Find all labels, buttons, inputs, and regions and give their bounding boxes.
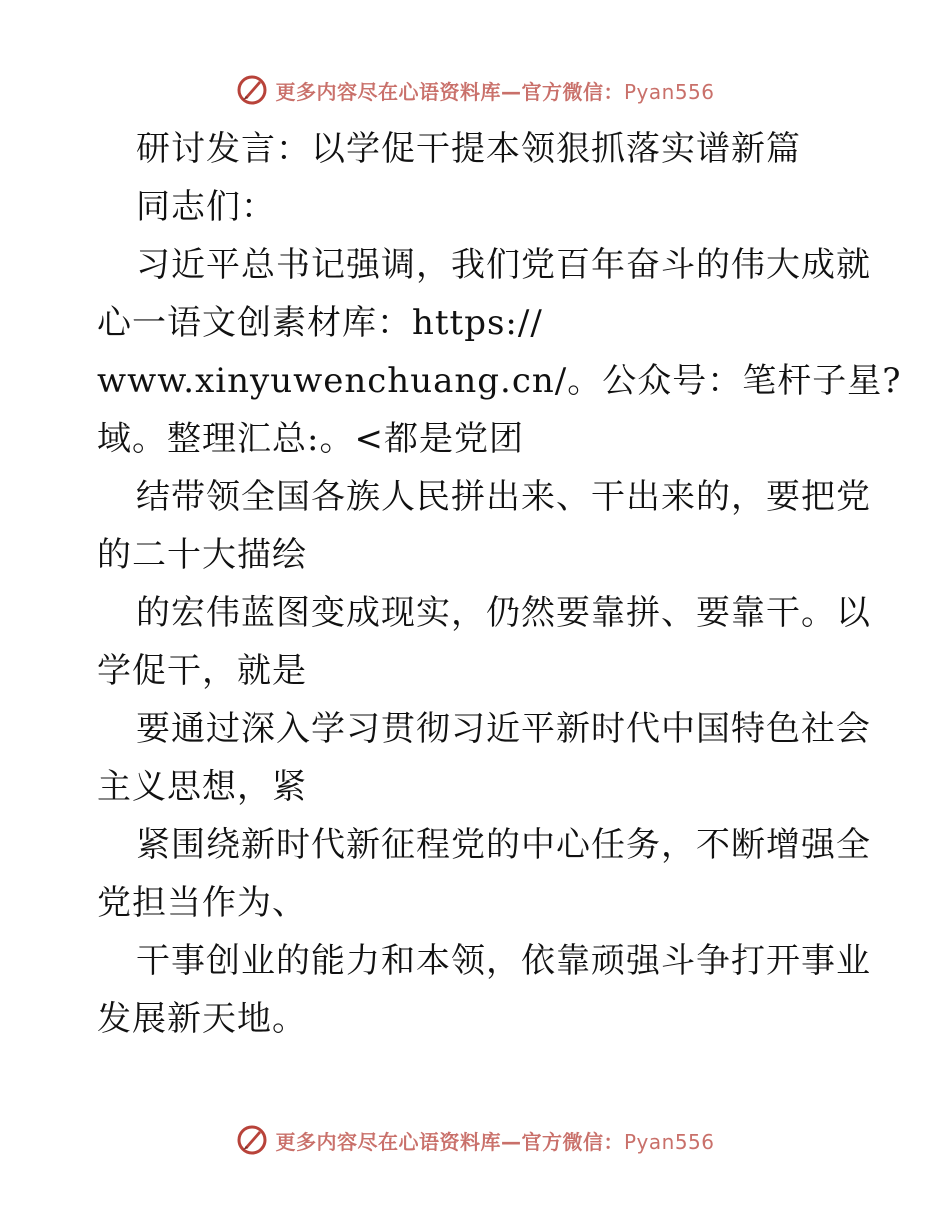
quill-logo-icon: [235, 73, 269, 107]
watermark-text: 更多内容尽在心语资料库—官方微信：Pyan556: [275, 1129, 715, 1154]
document-body: [97, 120, 902, 1048]
text-line: 心一语文创素材库：https://: [97, 303, 543, 343]
text-line: 域。整理汇总:。<都是党团: [97, 419, 524, 459]
watermark-text: 更多内容尽在心语资料库—官方微信：Pyan556: [275, 79, 715, 104]
text-line: 紧围绕新时代新征程党的中心任务，不断增强全: [136, 825, 871, 865]
watermark-header: [0, 70, 950, 110]
text-line: www.xinyuwenchuang.cn/。公众号：笔杆子星?: [97, 361, 902, 401]
quill-logo-icon: [235, 1123, 269, 1157]
watermark-footer: [0, 1120, 950, 1160]
text-line: 结带领全国各族人民拼出来、干出来的，要把党: [136, 477, 871, 517]
text-line: 同志们：: [136, 187, 276, 227]
text-line: 要通过深入学习贯彻习近平新时代中国特色社会: [136, 709, 871, 749]
text-line: 党担当作为、: [97, 883, 307, 923]
text-line: 的二十大描绘: [97, 535, 307, 575]
text-line: 的宏伟蓝图变成现实，仍然要靠拼、要靠干。以: [136, 593, 871, 633]
text-line: 主义思想，紧: [97, 767, 307, 807]
document-title: 研讨发言：以学促干提本领狠抓落实谱新篇: [136, 129, 801, 169]
text-line: 发展新天地。: [97, 999, 307, 1039]
text-line: 学促干，就是: [97, 651, 307, 691]
text-line: 习近平总书记强调，我们党百年奋斗的伟大成就: [136, 245, 871, 285]
text-line: 干事创业的能力和本领，依靠顽强斗争打开事业: [136, 941, 871, 981]
